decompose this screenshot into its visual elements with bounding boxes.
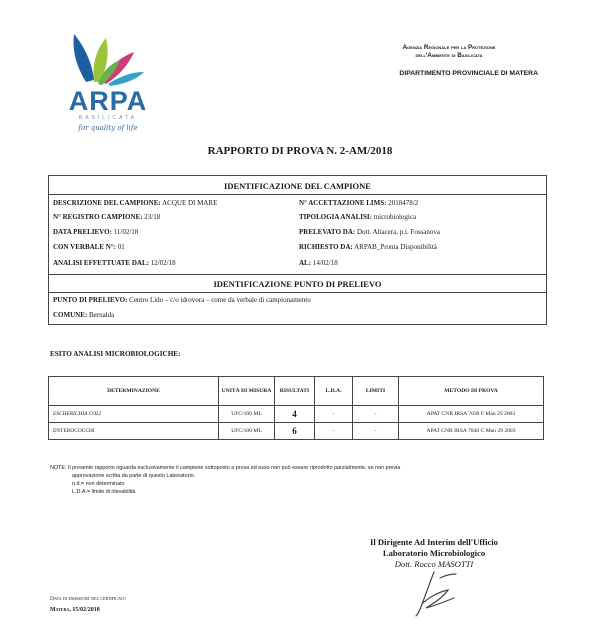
emission-date-value: Matera, 15/02/2018: [50, 607, 100, 613]
field-accettazione: N° ACCETTAZIONE LIMS: 2018478/2: [299, 199, 419, 207]
agency-line-2: dell'Ambiente di Basilicata: [415, 52, 483, 59]
results-section-heading: ESITO ANALISI MICROBIOLOGICHE:: [50, 350, 181, 358]
field-analisi-dal: ANALISI EFFETTUATE DAL: 12/02/18: [53, 259, 176, 267]
field-comune: COMUNE: Bernalda: [53, 311, 115, 319]
divider: [49, 292, 546, 293]
table-row: [49, 406, 544, 423]
logo-text: ARPA: [68, 86, 148, 116]
sample-heading: IDENTIFICAZIONE DEL CAMPIONE: [224, 181, 371, 191]
cell-unita: UFC/100 ML: [219, 406, 275, 423]
note-line-2: approvazione scritta da parte di questo Laboratorio.: [72, 473, 196, 479]
header-lda: L.D.A.: [315, 377, 353, 406]
cell-metodo: APAT CNR IRSA 7040 C Man 29 2003: [399, 423, 544, 440]
field-data-prelievo: DATA PRELIEVO: 11/02/18: [53, 228, 139, 236]
cell-limiti: -: [353, 406, 399, 423]
report-title: RAPPORTO DI PROVA N. 2-AM/2018: [207, 145, 393, 157]
divider: [49, 194, 546, 195]
field-richiesto: RICHIESTO DA: ARPAB_Pronta Disponibilità: [299, 243, 437, 251]
signature-block: [334, 537, 534, 570]
field-descrizione: DESCRIZIONE DEL CAMPIONE: ACQUE DI MARE: [53, 199, 218, 207]
table-row: [49, 423, 544, 440]
header-unita: UNITÀ DI MISURA: [219, 377, 275, 406]
header-determinazione: DETERMINAZIONE: [49, 377, 219, 406]
field-punto-prelievo: PUNTO DI PRELIEVO: Centro Lido – c/o idrovora – come da verbale di campionamento: [53, 296, 311, 304]
cell-limiti: -: [353, 423, 399, 440]
emission-date-label: Data di emissione del certificato: [50, 596, 126, 602]
note-line-4: L.D.A.= limite di rilevabilità: [72, 489, 136, 495]
field-prelevato: PRELEVATO DA: Dott. Altacera, p.i. Fossanova: [299, 228, 440, 236]
note-line-1: NOTE: Il presente rapporto riguarda esclusivamente il campione sottoposto a prova ed esso non può essere riprodotto parzialmente, se non previa: [50, 465, 401, 471]
field-registro: N° REGISTRO CAMPIONE: 23/18: [53, 213, 161, 221]
note-line-3: n.d.= non determinato: [72, 481, 125, 487]
cell-lda: -: [315, 406, 353, 423]
agency-name: [364, 44, 534, 60]
cell-unita: UFC/100 ML: [219, 423, 275, 440]
divider: [49, 274, 546, 275]
arpa-logo: [58, 28, 158, 140]
notes: [50, 464, 550, 496]
table-header-row: [49, 377, 544, 406]
logo-tagline: for quality of life: [78, 124, 138, 132]
handwritten-signature-icon: [404, 568, 474, 620]
department-name: DIPARTIMENTO PROVINCIALE DI MATERA: [399, 70, 538, 77]
header-metodo: METODO DI PROVA: [399, 377, 544, 406]
field-tipologia: TIPOLOGIA ANALISI: microbiologica: [299, 213, 417, 221]
logo-subtext: BASILICATA: [78, 115, 138, 121]
header-limiti: LIMITI: [353, 377, 399, 406]
cell-determinazione: ENTEROCOCCHI: [49, 423, 219, 440]
cell-determinazione: ESCHERICHIA COLI: [49, 406, 219, 423]
header-risultati: RISULTATI: [275, 377, 315, 406]
sampling-point-heading: IDENTIFICAZIONE PUNTO DI PRELIEVO: [213, 279, 382, 289]
cell-risultato: 4: [275, 406, 315, 423]
sample-identification-box: [48, 175, 547, 325]
signature-line-1: Il Dirigente Ad Interim dell'Ufficio: [370, 537, 498, 547]
field-al: AL: 14/02/18: [299, 259, 338, 267]
field-verbale: CON VERBALE N°: 01: [53, 243, 125, 251]
agency-line-1: Agenzia Regionale per la Protezione: [402, 44, 496, 51]
signature-line-2: Laboratorio Microbiologico: [382, 548, 486, 558]
results-table: [48, 376, 544, 440]
cell-lda: -: [315, 423, 353, 440]
signature-line-3: Dott. Rocco MASOTTI: [394, 559, 474, 569]
cell-metodo: APAT CNR IRSA 7030 F Man 29 2003: [399, 406, 544, 423]
cell-risultato: 6: [275, 423, 315, 440]
leaf-logo-icon: [58, 28, 158, 88]
